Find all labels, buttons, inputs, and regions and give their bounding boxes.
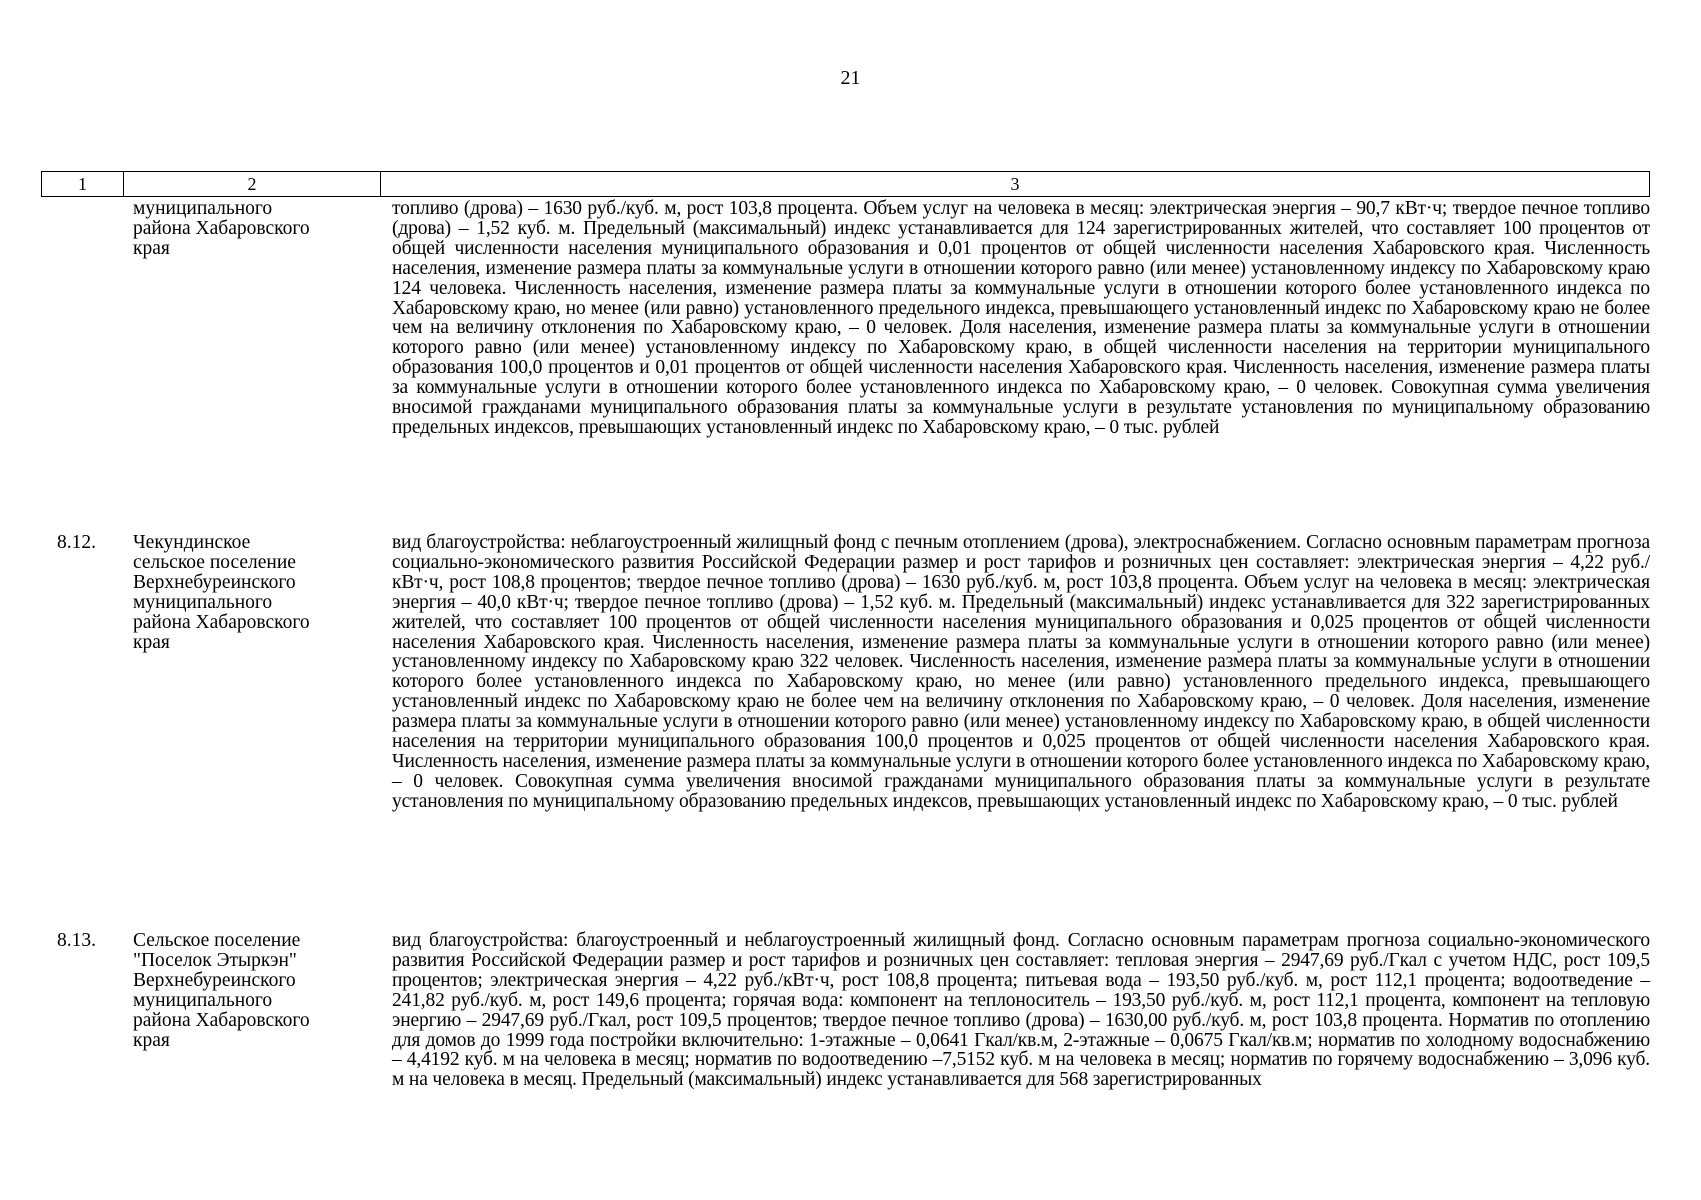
table-header-row (41, 171, 1650, 197)
table-row (41, 199, 1650, 533)
page-number: 21 (840, 67, 861, 89)
header-cell-1: 1 (42, 172, 124, 196)
municipality-name: Сельское поселение "Поселок Этыркэн" Верхнебуреинского муниципального района Хабаровского края (133, 930, 310, 1051)
row-description: вид благоустройства: благоустроенный и неблагоустроенный жилищный фонд. Согласно основным параметрам прогноза социально-экономического развития Российской Федерации размер и рост тарифов и розничных цен составляет: тепловая энергия – 2947,69 руб./Гкал с учетом НДС, рост 109,5 процентов; электрическая энергия – 4,22 руб./кВт·ч, рост 108,8 процента; питьевая вода – 193,50 руб./куб. м, рост 112,1 процента; водоотведение – 241,82 руб./куб. м, рост 149,6 процента; горячая вода: компонент на теплоноситель – 193,50 руб./куб. м, рост 112,1 процента, компонент на тепловую энергию – 2947,69 руб./Гкал, рост 109,5 процентов; твердое печное топливо (дрова) – 1630,00 руб./куб. м, рост 103,8 процента. Норматив по отоплению для домов до 1999 года постройки включительно: 1-этажные – 0,0641 Гкал/кв.м, 2-этажные – 0,0675 Гкал/кв.м; норматив по холодному водоснабжению – 4,4192 куб. м на человека в месяц; норматив по водоотведению –7,5152 куб. м на человека в месяц; норматив по горячему водоснабжению – 3,096 куб. м на человека в месяц. Предельный (максимальный) индекс устанавливается для 568 зарегистрированных (392, 930, 1650, 1091)
row-number: 8.12. (57, 532, 96, 553)
table-body (41, 199, 1650, 1161)
municipality-name: муниципального района Хабаровского края (133, 198, 310, 259)
table-row (41, 533, 1650, 931)
row-description: вид благоустройства: неблагоустроенный жилищный фонд с печным отоплением (дрова), электроснабжением. Согласно основным параметрам прогноза социально-экономического развития Российской Федерации размер и рост тарифов и розничных цен составляет: электрическая энергия – 4,22 руб./кВт·ч, рост 108,8 процентов; твердое печное топливо (дрова) – 1630 руб./куб. м, рост 103,8 процента. Объем услуг на человека в месяц: электрическая энергия – 40,0 кВт·ч; твердое печное топливо (дрова) – 1,52 куб. м. Предельный (максимальный) индекс устанавливается для 322 зарегистрированных жителей, что составляет 100 процентов от общей численности населения муниципального образования и 0,025 процентов от общей численности населения Хабаровского края. Численность населения, изменение размера платы за коммунальные услуги в отношении которого равно (или менее) установленному индексу по Хабаровскому краю 322 человек. Численность населения, изменение размера платы за коммунальные услуги в отношении которого более установленного индекса по Хабаровскому краю, но менее (или равно) установленного предельного индекса, превышающего установленный индекс по Хабаровскому краю не более чем на величину отклонения по Хабаровскому краю, – 0 человек. Доля населения, изменение размера платы за коммунальные услуги в отношении которого равно (или менее) установленному индексу по Хабаровскому краю, в общей численности населения на территории муниципального образования 100,0 процентов и 0,025 процентов от общей численности населения Хабаровского края. Численность населения, изменение размера платы за коммунальные услуги в отношении которого более установленного индекса по Хабаровскому краю, – 0 человек. Совокупная сумма увеличения вносимой гражданами муниципального образования платы за коммунальные услуги в результате установления по муниципальному образованию предельных индексов, превышающих установленный индекс по Хабаровскому краю, – 0 тыс. рублей (392, 532, 1650, 812)
row-number: 8.13. (57, 930, 96, 951)
header-cell-3: 3 (1010, 174, 1020, 194)
table-row (41, 931, 1650, 1161)
municipality-name: Чекундинское сельское поселение Верхнебуреинского муниципального района Хабаровского края (133, 532, 310, 653)
row-number (41, 199, 123, 533)
row-description: топливо (дрова) – 1630 руб./куб. м, рост 103,8 процента. Объем услуг на человека в месяц: электрическая энергия – 90,7 кВт·ч; твердое печное топливо (дрова) – 1,52 куб. м. Предельный (максимальный) индекс устанавливается для 124 зарегистрированных жителей, что составляет 100 процентов от общей численности населения муниципального образования и 0,01 процентов от общей численности населения Хабаровского края. Численность населения, изменение размера платы за коммунальные услуги в отношении которого равно (или менее) установленному индексу по Хабаровскому краю 124 человека. Численность населения, изменение размера платы за коммунальные услуги в отношении которого более установленного индекса по Хабаровскому краю, но менее (или равно) установленного предельного индекса, превышающего установленный индекс по Хабаровскому краю не более чем на величину отклонения по Хабаровскому краю, – 0 человек. Доля населения, изменение размера платы за коммунальные услуги в отношении которого равно (или менее) установленному индексу по Хабаровскому краю, в общей численности населения на территории муниципального образования 100,0 процентов и 0,01 процентов от общей численности населения Хабаровского края. Численность населения, изменение размера платы за коммунальные услуги в отношении которого более установленного индекса по Хабаровскому краю, – 0 человек. Совокупная сумма увеличения вносимой гражданами муниципального образования платы за коммунальные услуги в результате установления по муниципальному образованию предельных индексов, превышающих установленный индекс по Хабаровскому краю, – 0 тыс. рублей (392, 198, 1650, 438)
header-cell-2: 2 (124, 172, 381, 196)
